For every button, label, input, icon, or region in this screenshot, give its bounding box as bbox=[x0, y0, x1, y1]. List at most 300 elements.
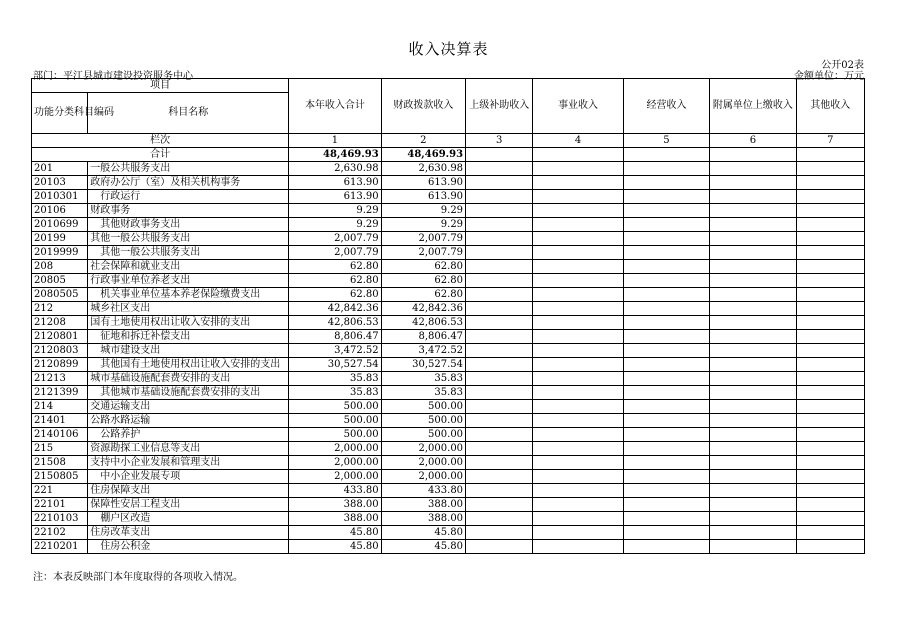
header-col-total: 本年收入合计 bbox=[289, 79, 381, 134]
empty-cell bbox=[466, 470, 533, 484]
row-fiscal: 9.29 bbox=[381, 204, 465, 218]
empty-cell bbox=[710, 274, 796, 288]
empty-cell bbox=[466, 176, 533, 190]
table-row bbox=[32, 484, 865, 498]
row-fiscal: 500.00 bbox=[381, 428, 465, 442]
empty-cell bbox=[466, 218, 533, 232]
empty-cell bbox=[710, 232, 796, 246]
row-fiscal: 2,007.79 bbox=[381, 246, 465, 260]
table-row bbox=[32, 470, 865, 484]
empty-cell bbox=[710, 526, 796, 540]
empty-cell bbox=[710, 498, 796, 512]
empty-cell bbox=[796, 442, 864, 456]
table-row bbox=[32, 498, 865, 512]
empty-cell bbox=[796, 316, 864, 330]
header-col-other: 其他收入 bbox=[796, 79, 864, 134]
empty-cell bbox=[533, 358, 623, 372]
empty-cell bbox=[466, 400, 533, 414]
row-name: 征地和拆迁补偿支出 bbox=[88, 330, 289, 344]
column-index-5: 5 bbox=[623, 134, 709, 148]
empty-cell bbox=[466, 442, 533, 456]
column-index-label: 栏次 bbox=[32, 134, 289, 148]
row-name: 一般公共服务支出 bbox=[88, 162, 289, 176]
empty-cell bbox=[623, 512, 709, 526]
table-row bbox=[32, 358, 865, 372]
empty-cell bbox=[623, 498, 709, 512]
empty-cell bbox=[623, 470, 709, 484]
row-fiscal: 30,527.54 bbox=[381, 358, 465, 372]
empty-cell bbox=[466, 148, 533, 162]
empty-cell bbox=[466, 358, 533, 372]
empty-cell bbox=[466, 526, 533, 540]
row-code: 20805 bbox=[32, 274, 88, 288]
row-code: 2010699 bbox=[32, 218, 88, 232]
empty-cell bbox=[710, 176, 796, 190]
row-code: 2210103 bbox=[32, 512, 88, 526]
empty-cell bbox=[796, 414, 864, 428]
empty-cell bbox=[710, 512, 796, 526]
empty-cell bbox=[710, 470, 796, 484]
row-code: 22102 bbox=[32, 526, 88, 540]
header-item: 项目 bbox=[32, 79, 289, 93]
row-total: 388.00 bbox=[289, 498, 381, 512]
row-total: 62.80 bbox=[289, 274, 381, 288]
row-code: 212 bbox=[32, 302, 88, 316]
empty-cell bbox=[796, 428, 864, 442]
empty-cell bbox=[623, 526, 709, 540]
empty-cell bbox=[623, 442, 709, 456]
row-name: 其他国有土地使用权出让收入安排的支出 bbox=[88, 358, 289, 372]
empty-cell bbox=[533, 526, 623, 540]
table-note: 注：本表反映部门本年度取得的各项收入情况。 bbox=[33, 572, 243, 583]
total-fiscal-value: 48,469.93 bbox=[381, 148, 465, 162]
department-label: 部门：平江县城市建设投资服务中心 bbox=[33, 71, 193, 82]
row-fiscal: 500.00 bbox=[381, 400, 465, 414]
row-name: 支持中小企业发展和管理支出 bbox=[88, 456, 289, 470]
empty-cell bbox=[623, 218, 709, 232]
empty-cell bbox=[796, 204, 864, 218]
row-fiscal: 2,000.00 bbox=[381, 456, 465, 470]
empty-cell bbox=[710, 400, 796, 414]
column-index-7: 7 bbox=[796, 134, 864, 148]
empty-cell bbox=[533, 498, 623, 512]
empty-cell bbox=[796, 526, 864, 540]
row-fiscal: 8,806.47 bbox=[381, 330, 465, 344]
row-total: 2,007.79 bbox=[289, 232, 381, 246]
row-name: 公路养护 bbox=[88, 428, 289, 442]
empty-cell bbox=[623, 400, 709, 414]
empty-cell bbox=[466, 190, 533, 204]
empty-cell bbox=[533, 316, 623, 330]
column-index-6: 6 bbox=[710, 134, 796, 148]
row-total: 2,000.00 bbox=[289, 456, 381, 470]
row-total: 3,472.52 bbox=[289, 344, 381, 358]
row-fiscal: 62.80 bbox=[381, 260, 465, 274]
table-row bbox=[32, 274, 865, 288]
row-code: 2080505 bbox=[32, 288, 88, 302]
row-code: 21508 bbox=[32, 456, 88, 470]
empty-cell bbox=[796, 456, 864, 470]
row-name: 政府办公厅（室）及相关机构事务 bbox=[88, 176, 289, 190]
empty-cell bbox=[710, 372, 796, 386]
row-total: 62.80 bbox=[289, 260, 381, 274]
row-name: 行政事业单位养老支出 bbox=[88, 274, 289, 288]
empty-cell bbox=[533, 428, 623, 442]
empty-cell bbox=[533, 190, 623, 204]
empty-cell bbox=[623, 232, 709, 246]
row-name: 资源勘探工业信息等支出 bbox=[88, 442, 289, 456]
row-total: 613.90 bbox=[289, 190, 381, 204]
row-code: 21213 bbox=[32, 372, 88, 386]
empty-cell bbox=[466, 344, 533, 358]
empty-cell bbox=[533, 148, 623, 162]
empty-cell bbox=[623, 386, 709, 400]
row-total: 2,000.00 bbox=[289, 470, 381, 484]
empty-cell bbox=[533, 330, 623, 344]
empty-cell bbox=[623, 540, 709, 554]
table-row bbox=[32, 246, 865, 260]
empty-cell bbox=[710, 316, 796, 330]
row-fiscal: 2,000.00 bbox=[381, 470, 465, 484]
table-row bbox=[32, 526, 865, 540]
row-total: 388.00 bbox=[289, 512, 381, 526]
empty-cell bbox=[796, 330, 864, 344]
table-row bbox=[32, 316, 865, 330]
row-code: 2210201 bbox=[32, 540, 88, 554]
row-name: 机关事业单位基本养老保险缴费支出 bbox=[88, 288, 289, 302]
empty-cell bbox=[623, 176, 709, 190]
row-fiscal: 62.80 bbox=[381, 274, 465, 288]
row-fiscal: 2,000.00 bbox=[381, 442, 465, 456]
empty-cell bbox=[466, 386, 533, 400]
row-fiscal: 2,007.79 bbox=[381, 232, 465, 246]
row-fiscal: 35.83 bbox=[381, 386, 465, 400]
row-fiscal: 42,842.36 bbox=[381, 302, 465, 316]
header-col-operating: 经营收入 bbox=[623, 79, 709, 134]
row-total: 2,630.98 bbox=[289, 162, 381, 176]
row-name: 国有土地使用权出让收入安排的支出 bbox=[88, 316, 289, 330]
row-total: 500.00 bbox=[289, 414, 381, 428]
row-code: 2010301 bbox=[32, 190, 88, 204]
empty-cell bbox=[533, 456, 623, 470]
row-code: 20106 bbox=[32, 204, 88, 218]
row-total: 35.83 bbox=[289, 386, 381, 400]
empty-cell bbox=[710, 540, 796, 554]
row-total: 500.00 bbox=[289, 428, 381, 442]
row-code: 208 bbox=[32, 260, 88, 274]
row-name: 保障性安居工程支出 bbox=[88, 498, 289, 512]
table-row bbox=[32, 344, 865, 358]
empty-cell bbox=[710, 148, 796, 162]
empty-cell bbox=[796, 358, 864, 372]
row-name: 社会保障和就业支出 bbox=[88, 260, 289, 274]
empty-cell bbox=[533, 512, 623, 526]
empty-cell bbox=[623, 344, 709, 358]
row-total: 613.90 bbox=[289, 176, 381, 190]
empty-cell bbox=[796, 302, 864, 316]
empty-cell bbox=[710, 330, 796, 344]
row-total: 42,806.53 bbox=[289, 316, 381, 330]
empty-cell bbox=[796, 176, 864, 190]
row-fiscal: 42,806.53 bbox=[381, 316, 465, 330]
row-code: 2120803 bbox=[32, 344, 88, 358]
row-total: 8,806.47 bbox=[289, 330, 381, 344]
row-name: 棚户区改造 bbox=[88, 512, 289, 526]
empty-cell bbox=[533, 246, 623, 260]
row-fiscal: 35.83 bbox=[381, 372, 465, 386]
table-row bbox=[32, 512, 865, 526]
empty-cell bbox=[796, 148, 864, 162]
row-code: 2120801 bbox=[32, 330, 88, 344]
empty-cell bbox=[623, 260, 709, 274]
column-index-3: 3 bbox=[466, 134, 533, 148]
table-row bbox=[32, 456, 865, 470]
empty-cell bbox=[533, 288, 623, 302]
header-col-superior: 上级补助收入 bbox=[466, 79, 533, 134]
row-fiscal: 3,472.52 bbox=[381, 344, 465, 358]
empty-cell bbox=[796, 288, 864, 302]
row-fiscal: 388.00 bbox=[381, 512, 465, 526]
total-label: 合计 bbox=[32, 148, 289, 162]
empty-cell bbox=[796, 162, 864, 176]
row-fiscal: 500.00 bbox=[381, 414, 465, 428]
row-name: 城乡社区支出 bbox=[88, 302, 289, 316]
empty-cell bbox=[710, 190, 796, 204]
row-total: 433.80 bbox=[289, 484, 381, 498]
row-code: 201 bbox=[32, 162, 88, 176]
empty-cell bbox=[533, 540, 623, 554]
row-total: 35.83 bbox=[289, 372, 381, 386]
row-name: 住房改革支出 bbox=[88, 526, 289, 540]
empty-cell bbox=[623, 190, 709, 204]
row-name: 行政运行 bbox=[88, 190, 289, 204]
empty-cell bbox=[796, 386, 864, 400]
empty-cell bbox=[533, 176, 623, 190]
row-fiscal: 2,630.98 bbox=[381, 162, 465, 176]
empty-cell bbox=[796, 498, 864, 512]
row-name: 住房保障支出 bbox=[88, 484, 289, 498]
empty-cell bbox=[466, 414, 533, 428]
empty-cell bbox=[796, 232, 864, 246]
row-total: 9.29 bbox=[289, 218, 381, 232]
empty-cell bbox=[533, 218, 623, 232]
empty-cell bbox=[623, 204, 709, 218]
empty-cell bbox=[710, 204, 796, 218]
empty-cell bbox=[623, 316, 709, 330]
row-name: 其他城市基础设施配套费安排的支出 bbox=[88, 386, 289, 400]
empty-cell bbox=[533, 162, 623, 176]
empty-cell bbox=[533, 484, 623, 498]
form-code: 公开02表 bbox=[821, 60, 864, 71]
empty-cell bbox=[623, 148, 709, 162]
empty-cell bbox=[466, 316, 533, 330]
empty-cell bbox=[623, 484, 709, 498]
empty-cell bbox=[466, 540, 533, 554]
row-name: 公路水路运输 bbox=[88, 414, 289, 428]
table-row bbox=[32, 218, 865, 232]
table-row bbox=[32, 204, 865, 218]
row-total: 45.80 bbox=[289, 526, 381, 540]
empty-cell bbox=[466, 512, 533, 526]
table-row bbox=[32, 190, 865, 204]
row-name: 其他一般公共服务支出 bbox=[88, 246, 289, 260]
empty-cell bbox=[796, 246, 864, 260]
row-name: 住房公积金 bbox=[88, 540, 289, 554]
empty-cell bbox=[710, 162, 796, 176]
empty-cell bbox=[623, 274, 709, 288]
empty-cell bbox=[466, 498, 533, 512]
row-total: 2,007.79 bbox=[289, 246, 381, 260]
empty-cell bbox=[796, 540, 864, 554]
empty-cell bbox=[710, 386, 796, 400]
empty-cell bbox=[796, 274, 864, 288]
row-code: 2150805 bbox=[32, 470, 88, 484]
column-index-2: 2 bbox=[381, 134, 465, 148]
row-fiscal: 613.90 bbox=[381, 176, 465, 190]
row-name: 城市基础设施配套费安排的支出 bbox=[88, 372, 289, 386]
empty-cell bbox=[623, 288, 709, 302]
table-row bbox=[32, 414, 865, 428]
row-code: 22101 bbox=[32, 498, 88, 512]
empty-cell bbox=[466, 330, 533, 344]
table-row bbox=[32, 442, 865, 456]
row-total: 30,527.54 bbox=[289, 358, 381, 372]
row-total: 62.80 bbox=[289, 288, 381, 302]
row-fiscal: 45.80 bbox=[381, 540, 465, 554]
empty-cell bbox=[710, 302, 796, 316]
empty-cell bbox=[533, 274, 623, 288]
row-name: 财政事务 bbox=[88, 204, 289, 218]
empty-cell bbox=[533, 344, 623, 358]
header-code: 功能分类科目编码 bbox=[32, 93, 88, 134]
empty-cell bbox=[623, 414, 709, 428]
empty-cell bbox=[796, 218, 864, 232]
empty-cell bbox=[466, 204, 533, 218]
empty-cell bbox=[533, 400, 623, 414]
total-income-value: 48,469.93 bbox=[289, 148, 381, 162]
empty-cell bbox=[796, 372, 864, 386]
empty-cell bbox=[533, 232, 623, 246]
empty-cell bbox=[710, 260, 796, 274]
empty-cell bbox=[710, 414, 796, 428]
empty-cell bbox=[796, 344, 864, 358]
empty-cell bbox=[466, 288, 533, 302]
empty-cell bbox=[710, 246, 796, 260]
empty-cell bbox=[466, 372, 533, 386]
table-row bbox=[32, 302, 865, 316]
empty-cell bbox=[796, 484, 864, 498]
unit-label: 金额单位：万元 bbox=[794, 71, 864, 82]
row-code: 215 bbox=[32, 442, 88, 456]
row-fiscal: 388.00 bbox=[381, 498, 465, 512]
empty-cell bbox=[796, 190, 864, 204]
column-index-4: 4 bbox=[533, 134, 623, 148]
header-col-affiliate: 附属单位上缴收入 bbox=[710, 79, 796, 134]
empty-cell bbox=[533, 260, 623, 274]
empty-cell bbox=[466, 274, 533, 288]
row-code: 2121399 bbox=[32, 386, 88, 400]
row-code: 2140106 bbox=[32, 428, 88, 442]
row-code: 221 bbox=[32, 484, 88, 498]
table-row bbox=[32, 372, 865, 386]
table-row bbox=[32, 176, 865, 190]
empty-cell bbox=[533, 386, 623, 400]
empty-cell bbox=[796, 400, 864, 414]
row-code: 214 bbox=[32, 400, 88, 414]
header-col-business: 事业收入 bbox=[533, 79, 623, 134]
table-body bbox=[32, 162, 865, 554]
table-row bbox=[32, 330, 865, 344]
row-total: 42,842.36 bbox=[289, 302, 381, 316]
empty-cell bbox=[466, 232, 533, 246]
column-index-1: 1 bbox=[289, 134, 381, 148]
table-row bbox=[32, 260, 865, 274]
empty-cell bbox=[533, 204, 623, 218]
empty-cell bbox=[466, 246, 533, 260]
empty-cell bbox=[710, 288, 796, 302]
table-row bbox=[32, 540, 865, 554]
page-title: 收入决算表 bbox=[408, 40, 489, 58]
row-total: 45.80 bbox=[289, 540, 381, 554]
empty-cell bbox=[623, 330, 709, 344]
empty-cell bbox=[710, 456, 796, 470]
row-fiscal: 433.80 bbox=[381, 484, 465, 498]
row-code: 21208 bbox=[32, 316, 88, 330]
empty-cell bbox=[466, 260, 533, 274]
empty-cell bbox=[466, 302, 533, 316]
empty-cell bbox=[533, 372, 623, 386]
table-row bbox=[32, 232, 865, 246]
empty-cell bbox=[710, 344, 796, 358]
row-code: 2120899 bbox=[32, 358, 88, 372]
income-table bbox=[31, 78, 865, 554]
empty-cell bbox=[623, 162, 709, 176]
row-code: 20103 bbox=[32, 176, 88, 190]
empty-cell bbox=[533, 302, 623, 316]
table-row bbox=[32, 162, 865, 176]
table-row bbox=[32, 400, 865, 414]
empty-cell bbox=[796, 470, 864, 484]
empty-cell bbox=[710, 358, 796, 372]
row-fiscal: 613.90 bbox=[381, 190, 465, 204]
row-name: 城市建设支出 bbox=[88, 344, 289, 358]
empty-cell bbox=[466, 456, 533, 470]
header-name: 科目名称 bbox=[88, 93, 289, 134]
row-name: 其他财政事务支出 bbox=[88, 218, 289, 232]
row-name: 其他一般公共服务支出 bbox=[88, 232, 289, 246]
row-code: 21401 bbox=[32, 414, 88, 428]
empty-cell bbox=[796, 260, 864, 274]
empty-cell bbox=[466, 484, 533, 498]
empty-cell bbox=[623, 428, 709, 442]
empty-cell bbox=[623, 246, 709, 260]
empty-cell bbox=[533, 442, 623, 456]
table-row bbox=[32, 288, 865, 302]
table-row bbox=[32, 428, 865, 442]
row-fiscal: 45.80 bbox=[381, 526, 465, 540]
row-total: 9.29 bbox=[289, 204, 381, 218]
row-name: 中小企业发展专项 bbox=[88, 470, 289, 484]
empty-cell bbox=[710, 484, 796, 498]
empty-cell bbox=[623, 358, 709, 372]
row-code: 20199 bbox=[32, 232, 88, 246]
empty-cell bbox=[710, 218, 796, 232]
empty-cell bbox=[623, 302, 709, 316]
table-header bbox=[32, 79, 865, 162]
empty-cell bbox=[466, 428, 533, 442]
empty-cell bbox=[623, 372, 709, 386]
empty-cell bbox=[796, 512, 864, 526]
